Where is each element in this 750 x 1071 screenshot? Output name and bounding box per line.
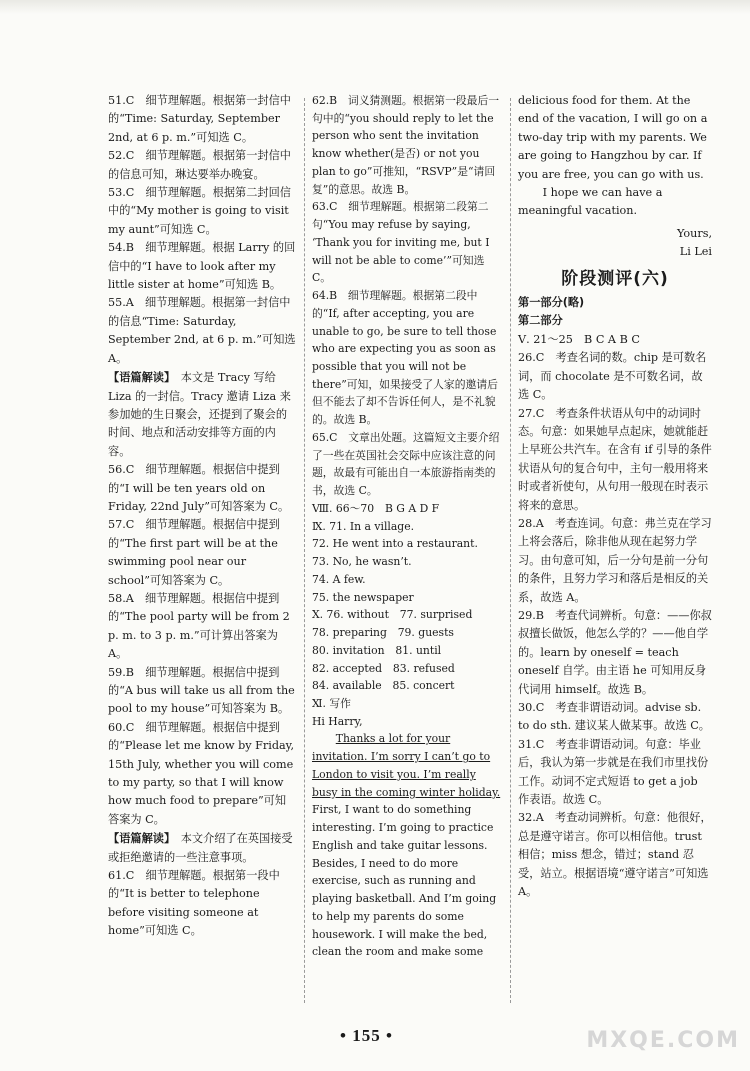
answer-item: 63.C 细节理解题。根据第二段第二句“You may refuse by saying, ‘Thank you for inviting me, but I will not be able to come’”可知选 C。 (312, 200, 490, 285)
answer-item: 26.C 考查名词的数。chip 是可数名词，而 chocolate 是不可数名词，故选 C。 (518, 351, 707, 402)
part-two-header: 第二部分 (518, 314, 563, 328)
answer-item: 78. preparing 79. guests (312, 626, 454, 640)
passage-summary: 【语篇解读】 本文是 Tracy 写给 Liza 的一封信。Tracy 邀请 Liza 来参加她的生日聚会，还提到了聚会的时间、地点和活动安排等方面的内容。 (108, 370, 291, 458)
answer-item: 72. He went into a restaurant. (312, 537, 478, 551)
answer-item: 74. A few. (312, 572, 366, 586)
answer-item: 55.A 细节理解题。根据第一封信中的信息“Time: Saturday, September 2nd, at 6 p. m.”可知选 A。 (108, 296, 296, 365)
answer-item: 51.C 细节理解题。根据第一封信中的“Time: Saturday, September 2nd, at 6 p. m.”可知选 C。 (108, 94, 291, 144)
answer-item: Ⅹ. 76. without 77. surprised (312, 608, 473, 622)
column-divider (510, 98, 511, 1003)
section-title: 阶段测评(六) (561, 268, 669, 289)
page-number: • 155 • (340, 1026, 393, 1045)
answer-item: 65.C 文章出处题。这篇短文主要介绍了一些在英国社会交际中应该注意的问题，故最有可能出自一本旅游指南类的书，故选 C。 (312, 430, 500, 498)
answer-item: 80. invitation 81. until (312, 643, 442, 657)
summary-label: 【语篇解读】 (108, 370, 170, 385)
answer-item: 82. accepted 83. refused (312, 661, 455, 675)
answer-item: 52.C 细节理解题。根据第一封信中的信息可知，琳达要举办晚宴。 (108, 149, 291, 181)
answer-item: 56.C 细节理解题。根据信中提到的“I will be ten years old on Friday, 22nd July”可知答案为 C。 (108, 463, 290, 513)
letter-continuation: delicious food for them. At the end of the vacation, I will go on a two-day trip with my parents. We are going to Hangzhou by car. If you are free, you can go with us. (518, 94, 708, 181)
passage-summary: 【语篇解读】 本文介绍了在英国接受或拒绝邀请的一些注意事项。 (108, 831, 293, 864)
answer-item: 75. the newspaper (312, 590, 414, 604)
column-divider (304, 98, 305, 1003)
answer-item: 57.C 细节理解题。根据信中提到的“The first part will be at the swimming pool near our school”可知答案为 C。 (108, 518, 280, 587)
writing-header: Ⅺ. 写作 (312, 696, 351, 710)
answer-item: Ⅸ. 71. In a village. (312, 519, 415, 533)
answer-item: 53.C 细节理解题。根据第二封回信中的“My mother is going to visit my aunt”可知选 C。 (108, 186, 291, 236)
answer-item: 28.A 考查连词。句意：弗兰克在学习上将会落后，除非他从现在起努力学习。由句意可知，后一分句是前一分句的条件，且努力学习和落后是相反的关系，故选 A。 (518, 516, 712, 604)
summary-label: 【语篇解读】 (108, 831, 170, 846)
answer-item: 61.C 细节理解题。根据第一段中的“It is better to telephone before visiting someone at home”可知选 C。 (108, 869, 280, 938)
answer-item: 32.A 考查动词辨析。句意：他很好，总是遵守诺言。你可以相信他。trust 相信；miss 想念，错过；stand 忍受，站立。根据语境“遵守诺言”可知选 A。 (518, 811, 712, 899)
answer-item: 29.B 考查代词辨析。句意：——你叔叔擅长做饭，他怎么学的？——他自学的。learn by oneself = teach oneself 自学。由主语 he 可知用反身代词用 himself。故选 B。 (518, 608, 712, 696)
answer-item: 84. available 85. concert (312, 679, 455, 693)
answer-item: 54.B 细节理解题。根据 Larry 的回信中的“I have to look after my little sister at home”可知选 B。 (108, 241, 296, 292)
part-one-header: 第一部分(略) (518, 296, 585, 310)
answer-item: 58.A 细节理解题。根据信中提到的“The pool party will be from 2 p. m. to 3 p. m.”可计算出答案为 A。 (108, 591, 290, 661)
answer-item: 27.C 考查条件状语从句中的动词时态。句意：如果她早点起床，她就能赶上早班公共汽车。在含有 if 引导的条件状语从句的复合句中，主句一般用将来时或者祈使句，从句用一般现在时表示将来的意思。 (518, 406, 712, 512)
answer-item: 30.C 考查非谓语动词。advise sb. to do sth. 建议某人做某事。故选 C。 (518, 701, 710, 733)
letter-signature: Li Lei (679, 245, 712, 259)
letter-greeting: Hi Harry, (312, 714, 363, 728)
answer-item: 60.C 细节理解题。根据信中提到的“Please let me know by Friday, 15th July, whether you will come to my party, so that I will know how much food to prepare”可知答案为 C。 (108, 720, 295, 826)
column-left (108, 92, 296, 941)
page-top-shadow (0, 0, 750, 14)
answer-item: Ⅴ. 21～25 B C A B C (518, 332, 640, 346)
letter-underlined-sentence: Thanks a lot for your invitation. I’m sorry I can’t go to London to visit you. I’m really busy in the coming winter holiday. (312, 732, 501, 799)
letter-body (312, 730, 502, 961)
letter-closing-sentence: I hope we can have a meaningful vacation. (518, 186, 663, 218)
site-watermark: MXQE.COM (586, 1028, 740, 1053)
answer-item: 59.B 细节理解题。根据信中提到的“A bus will take us all from the pool to my house”可知答案为 B。 (108, 665, 295, 716)
answer-item: 31.C 考查非谓语动词。句意：毕业后，我认为第一步就是在我们市里找份工作。动词不定式短语 to get a job 作表语。故选 C。 (518, 737, 709, 807)
answer-item: 73. No, he wasn’t. (312, 555, 412, 569)
answer-item: Ⅷ. 66～70 B G A D F (312, 501, 440, 515)
column-middle (312, 92, 502, 961)
answer-item: 62.B 词义猜测题。根据第一段最后一句中的“you should reply to let the person who sent the invitation know whether(是否) or not you plan to go”可推知，“RSVP”是“请回复”的意思。故选 B。 (312, 94, 500, 196)
letter-body-text: First, I want to do something interesting. I’m going to practice English and take guitar lessons. Besides, I need to do more exercise, such as running and playing basketball. And I’m going to help my parents do some housework. I will make the bed, clean the room and make some (312, 803, 497, 959)
column-right (518, 92, 712, 901)
answer-item: 64.B 细节理解题。根据第二段中的“If, after accepting, you are unable to go, be sure to tell those who are expecting you as soon as possible that you will not be there”可知，如果接受了人家的邀请后但不能去了却不告诉任何人，是不礼貌的。故选 B。 (312, 289, 498, 427)
letter-closing: Yours, (677, 226, 712, 240)
